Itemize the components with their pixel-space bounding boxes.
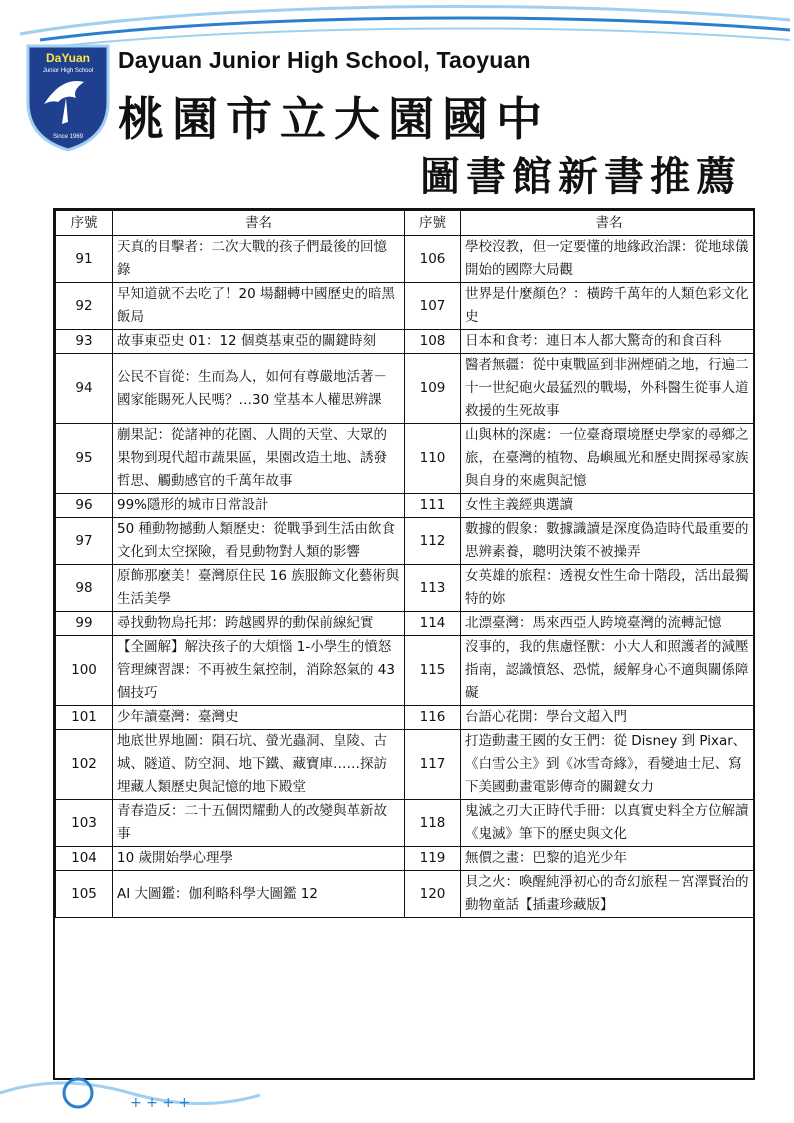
header-num-right: 序號 [405,211,461,236]
footer-decoration [0,1063,260,1123]
book-title: 打造動畫王國的女王們：從 Disney 到 Pixar、《白雪公主》到《冰雪奇緣》，看變迪士尼、寫下美國動畫電影傳奇的關鍵女力 [461,730,756,800]
table-row [56,283,756,330]
book-title: 早知道就不去吃了！20 場翻轉中國歷史的暗黑飯局 [113,283,405,330]
table-row [56,612,756,636]
table-row [56,871,756,918]
svg-text:+ + + +: + + + + [130,1095,191,1111]
book-title: 少年讀臺灣：臺灣史 [113,706,405,730]
book-title: 北漂臺灣：馬來西亞人跨境臺灣的流轉記憶 [461,612,756,636]
table-row [56,706,756,730]
header-title-left: 書名 [113,211,405,236]
book-title: 貝之火：喚醒純淨初心的奇幻旅程－宮澤賢治的動物童話【插畫珍藏版】 [461,871,756,918]
book-title: 沒事的，我的焦慮怪獸：小大人和照護者的減壓指南，認識憤怒、恐慌，緩解身心不適與關係障礙 [461,636,756,706]
book-number: 100 [56,636,113,706]
book-title: 99%隱形的城市日常設計 [113,494,405,518]
book-title: 世界是什麼顏色？：橫跨千萬年的人類色彩文化史 [461,283,756,330]
page-title: 圖書館新書推薦 [420,153,742,200]
book-title: 原飾那麼美！臺灣原住民 16 族服飾文化藝術與生活美學 [113,565,405,612]
book-number: 103 [56,800,113,847]
table-row [56,636,756,706]
table-row [56,730,756,800]
book-number: 108 [405,330,461,354]
book-number: 96 [56,494,113,518]
table-row [56,518,756,565]
book-number: 91 [56,236,113,283]
book-number: 93 [56,330,113,354]
book-title: 公民不盲從：生而為人，如何有尊嚴地活著－國家能賜死人民嗎？…30 堂基本人權思辨課 [113,354,405,424]
school-name-chinese: 桃園市立大園國中 [118,92,550,146]
book-title: 鬼滅之刃大正時代手冊：以真實史料全方位解讀《鬼滅》筆下的歷史與文化 [461,800,756,847]
table-row [56,847,756,871]
book-number: 94 [56,354,113,424]
book-list-table [53,208,755,1080]
book-title: 蒯果記：從諸神的花園、人間的天堂、大眾的果物到現代超市蔬果區，果園改造土地、誘發哲思、觸動感官的千萬年故事 [113,424,405,494]
book-title: 山與林的深處：一位臺裔環境歷史學家的尋鄉之旅，在臺灣的植物、島嶼風光和歷史間探尋家族與自身的來處與記憶 [461,424,756,494]
book-title: 10 歲開始學心理學 [113,847,405,871]
book-title: 地底世界地圖：隕石坑、螢光蟲洞、皇陵、古城、隧道、防空洞、地下鐵、藏寶庫……探訪埋藏人類歷史與記憶的地下殿堂 [113,730,405,800]
book-title: 無價之畫：巴黎的追光少年 [461,847,756,871]
table-row [56,236,756,283]
table-row [56,800,756,847]
book-title: 女英雄的旅程：透視女性生命十階段，活出最獨特的妳 [461,565,756,612]
book-number: 117 [405,730,461,800]
book-title: 學校沒教，但一定要懂的地緣政治課：從地球儀開始的國際大局觀 [461,236,756,283]
book-number: 101 [56,706,113,730]
book-title: AI 大圖鑑：伽利略科學大圖鑑 12 [113,871,405,918]
school-logo [22,42,114,152]
book-title: 台語心花開：學台文超入門 [461,706,756,730]
book-title: 青春造反：二十五個閃耀動人的改變與革新故事 [113,800,405,847]
book-title: 醫者無疆：從中東戰區到非洲煙硝之地，行遍二十一世紀砲火最猛烈的戰場，外科醫生從事人道救援的生死故事 [461,354,756,424]
book-number: 111 [405,494,461,518]
book-title: 天真的目擊者：二次大戰的孩子們最後的回憶錄 [113,236,405,283]
book-number: 116 [405,706,461,730]
book-number: 109 [405,354,461,424]
book-title: 日本和食考：連日本人都大驚奇的和食百科 [461,330,756,354]
book-title: 50 種動物撼動人類歷史：從戰爭到生活由飲食文化到太空探險，看見動物對人類的影響 [113,518,405,565]
svg-text:Junior High School: Junior High School [42,68,94,74]
book-number: 98 [56,565,113,612]
table-row [56,354,756,424]
table-row [56,565,756,612]
book-number: 118 [405,800,461,847]
book-title: 【全圖解】解決孩子的大煩惱 1-小學生的憤怒管理練習課：不再被生氣控制，消除怒氣的 43 個技巧 [113,636,405,706]
svg-text:Since 1969: Since 1969 [52,134,84,140]
book-number: 110 [405,424,461,494]
book-title: 女性主義經典選讀 [461,494,756,518]
book-number: 102 [56,730,113,800]
header-title-right: 書名 [461,211,756,236]
book-number: 119 [405,847,461,871]
book-number: 92 [56,283,113,330]
book-number: 112 [405,518,461,565]
book-number: 114 [405,612,461,636]
header-num-left: 序號 [56,211,113,236]
svg-text:DaYuan: DaYuan [45,51,91,65]
table-row [56,330,756,354]
school-name-english: Dayuan Junior High School, Taoyuan [118,47,531,73]
book-number: 105 [56,871,113,918]
book-number: 107 [405,283,461,330]
book-number: 115 [405,636,461,706]
table-row [56,494,756,518]
table-row [56,424,756,494]
book-number: 120 [405,871,461,918]
book-number: 97 [56,518,113,565]
book-number: 106 [405,236,461,283]
book-number: 104 [56,847,113,871]
table-header-row [56,211,756,236]
book-number: 95 [56,424,113,494]
book-title: 故事東亞史 01：12 個奠基東亞的關鍵時刻 [113,330,405,354]
book-number: 113 [405,565,461,612]
book-title: 尋找動物烏托邦：跨越國界的動保前線紀實 [113,612,405,636]
book-title: 數據的假象：數據識讀是深度偽造時代最重要的思辨素養，聰明決策不被操弄 [461,518,756,565]
book-number: 99 [56,612,113,636]
